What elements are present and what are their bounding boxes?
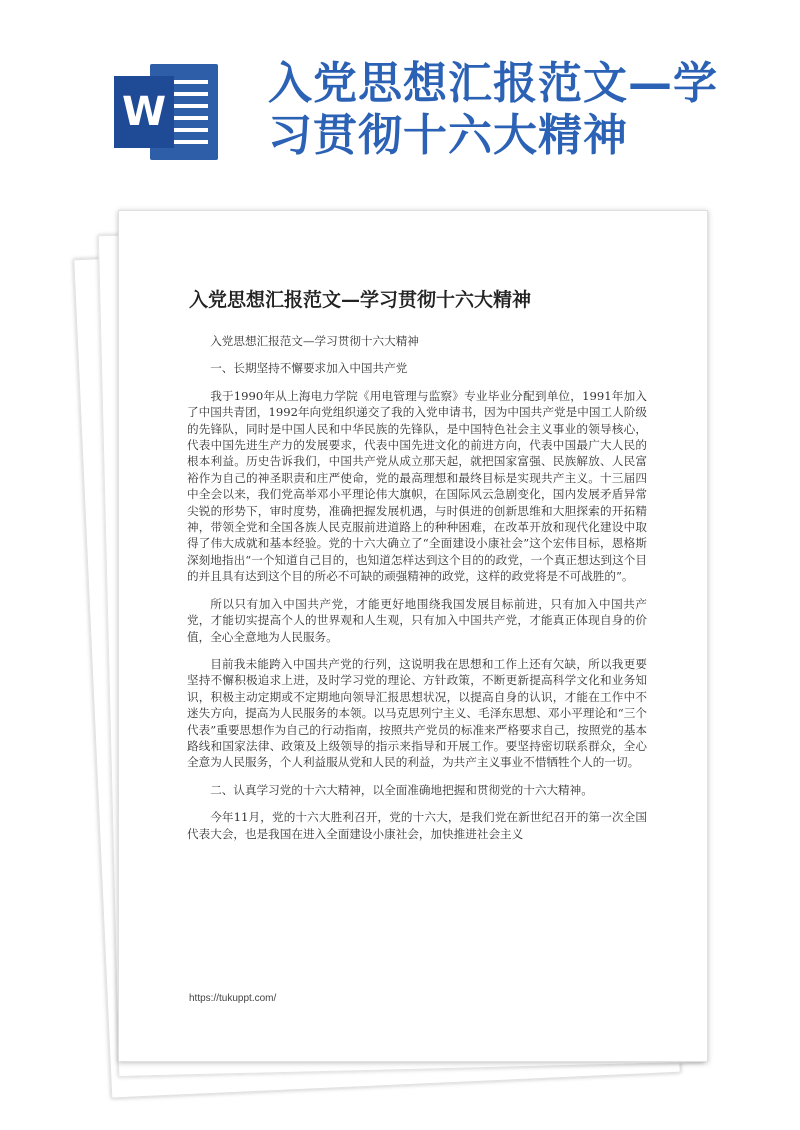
page-title: 入党思想汇报范文—学习贯彻十六大精神 — [268, 58, 718, 161]
paragraph: 目前我未能跨入中国共产党的行列，这说明我在思想和工作上还有欠缺，所以我更要坚持不懈积极追求上进，及时学习党的理论、方针政策，不断更新提高科学文化和业务知识，积极主动定期或不定期地向领导汇报思想状况，以提高自身的认识，才能在工作中不迷失方向，提高为人民服务的本领。以马克思列宁主义、毛泽东思想、邓小平理论和“三个代表”重要思想作为自己的行动指南，按照共产党员的标准来严格要求自己，按照党的基本路线和国家法律、政策及上级领导的指示来指导和开展工作。要坚持密切联系群众，全心全意为人民服务，个人利益服从党和人民的利益，为共产主义事业不惜牺牲个人的一切。 — [187, 656, 647, 770]
paragraph: 我于1990年从上海电力学院《用电管理与监察》专业毕业分配到单位，1991年加入了中国共青团，1992年向党组织递交了我的入党申请书，因为中国共产党是中国工人阶级的先锋队，同时是中国人民和中华民族的先锋队，是中国特色社会主义事业的领导核心，代表中国先进生产力的发展要求，代表中国先进文化的前进方向，代表中国最广大人民的根本利益。历史告诉我们，中国共产党从成立那天起，就把国家富强、民族解放、人民富裕作为自己的神圣职责和庄严使命，党的最高理想和最终目标是实现共产主义。十三届四中全会以来，我们党高举邓小平理论伟大旗帜，在国际风云急剧变化，国内发展矛盾异常尖锐的形势下，审时度势，准确把握发展机遇，与时俱进的创新思维和大胆探索的开拓精神，带领全党和全国各族人民克服前进道路上的种种困难，在改革开放和现代化建设中取得了伟大成就和基本经验。党的十六大确立了“全面建设小康社会”这个宏伟目标，恩格斯深刻地指出“一个知道自己目的，也知道怎样达到这个目的的政党，一个真正想达到这个目的并且具有达到这个目的所必不可缺的顽强精神的政党，这样的政党将是不可战胜的”。 — [187, 388, 647, 584]
document-body — [187, 333, 647, 853]
paragraph: 入党思想汇报范文—学习贯彻十六大精神 — [210, 334, 419, 348]
document-page — [118, 210, 708, 1062]
paragraph: 一、长期坚持不懈要求加入中国共产党 — [210, 361, 408, 376]
document-title: 入党思想汇报范文—学习贯彻十六大精神 — [189, 289, 532, 311]
word-icon-letter: W — [114, 76, 174, 148]
footer-url: https://tukuppt.com/ — [189, 993, 277, 1004]
paragraph: 二、认真学习党的十六大精神，以全面准确地把握和贯彻党的十六大精神。 — [210, 782, 593, 797]
paragraph: 今年11月，党的十六大胜利召开，党的十六大，是我们党在新世纪召开的第一次全国代表大会，也是我国在进入全面建设小康社会，加快推进社会主义 — [187, 810, 647, 841]
word-document-icon — [112, 58, 222, 168]
paragraph: 所以只有加入中国共产党，才能更好地围绕我国发展目标前进，只有加入中国共产党，才能切实提高个人的世界观和人生观，只有加入中国共产党，才能真正体现自身的价值，全心全意地为人民服务。 — [187, 596, 647, 644]
page-header — [0, 0, 800, 210]
